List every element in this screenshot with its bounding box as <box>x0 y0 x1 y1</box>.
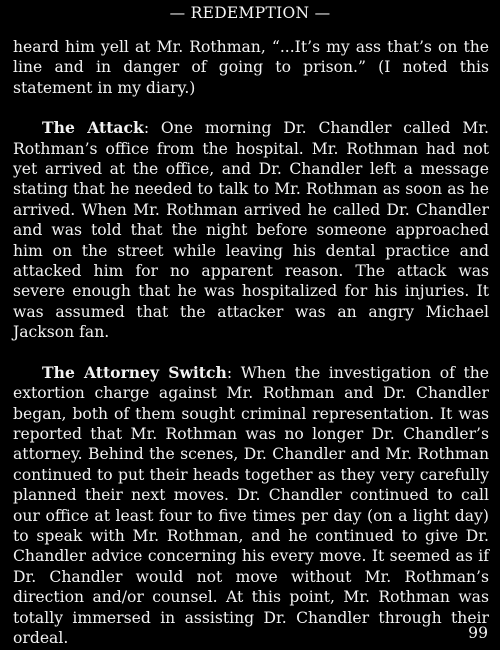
paragraph-text: : When the investigation of the extortion charge against Mr. Rothman and Dr. Chandler began, both of them sought criminal representation. It was reported that Mr. Rothman was no longer Dr. Chandler’s attorney. Behind the scenes, Dr. Chandler and Mr. Rothman continued to put their heads together as they very carefully planned their next moves. Dr. Chandler continued to call our office at least four to five times per day (on a light day) to speak with Mr. Rothman, and he continued to give Dr. Chandler advice concerning his every move. It seemed as if Dr. Chandler would not move without Mr. Rothman’s direction and/or counsel. At this point, Mr. Rothman was totally immersed in assisting Dr. Chandler through their ordeal. <box>13 363 490 647</box>
running-head: — REDEMPTION — <box>169 4 331 22</box>
body-text <box>13 37 489 648</box>
paragraph-text: : One morning Dr. Chandler called Mr. Rothman’s office from the hospital. Mr. Rothman had not yet arrived at the office, and Dr. Chandler left a message stating that he needed to talk to Mr. Rothman as soon as he arrived. When Mr. Rothman arrived he called Dr. Chandler and was told that the night before someone approached him on the street while leaving his dental practice and attacked him for no apparent reason. The attack was severe enough that he was hospitalized for his injuries. It was assumed that the attacker was an angry Michael Jackson fan. <box>13 119 489 342</box>
section-heading: The Attorney Switch <box>42 362 227 382</box>
paragraph-text: heard him yell at Mr. Rothman, “...It’s my ass that’s on the line and in danger of going to prison.” (I noted this statement in my diary.) <box>13 38 489 97</box>
section-heading: The Attack <box>42 118 144 138</box>
paragraph-the-attack <box>13 118 489 342</box>
paragraph-the-attorney-switch <box>13 363 489 649</box>
paragraph-gap <box>13 98 489 118</box>
paragraph-gap <box>13 343 489 363</box>
page-number: 99 <box>468 624 488 642</box>
paragraph-continuation <box>13 37 489 98</box>
